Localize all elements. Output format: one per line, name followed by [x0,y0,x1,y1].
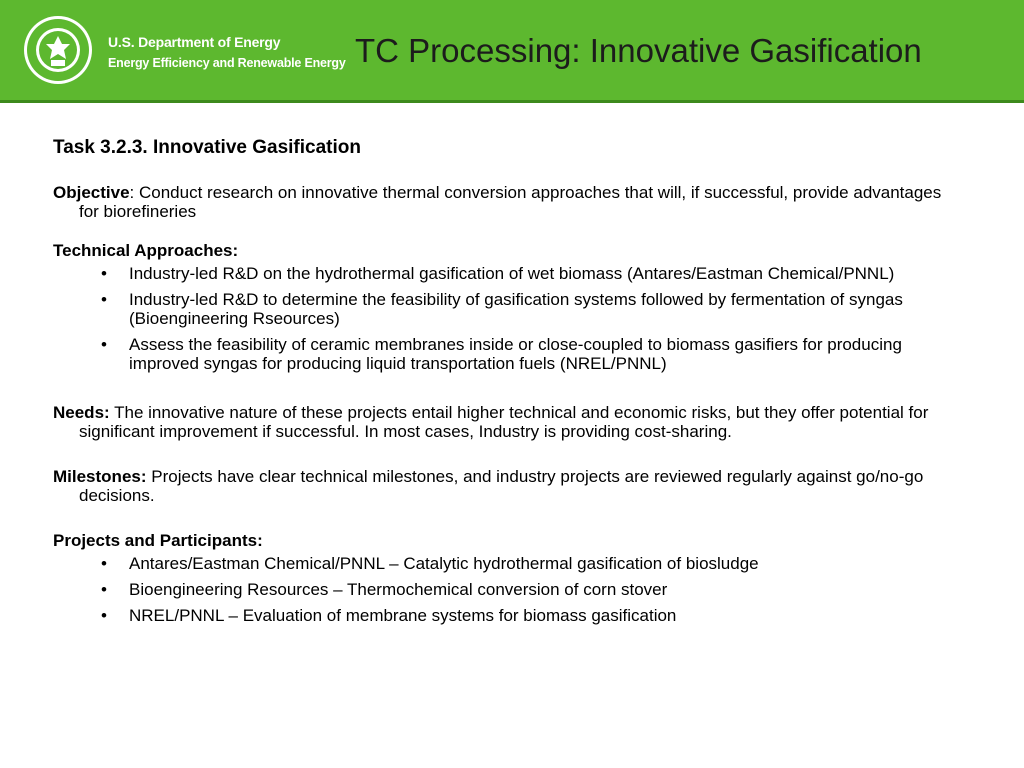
projects-section [53,531,953,625]
list-item: • Industry-led R&D on the hydrothermal gasification of wet biomass (Antares/Eastman Chemical/PNNL) [101,264,953,283]
milestones-text: Projects have clear technical milestones, and industry projects are reviewed regularly against go/no-go decisions. [79,467,924,505]
needs-paragraph [53,403,953,441]
technical-approaches-list [53,264,953,373]
doe-seal-icon [22,14,94,86]
slide-content [53,138,953,645]
org-name: U.S. Department of Energy [108,34,281,50]
task-heading: Task 3.2.3. Innovative Gasification [53,137,361,158]
header-divider [0,100,1024,103]
objective-label: Objective [53,183,130,202]
slide-title: TC Processing: Innovative Gasification [355,32,922,69]
needs-text: The innovative nature of these projects entail higher technical and economic risks, but they offer potential for significant improvement if successful. In most cases, Industry is providing cost-sharing. [79,403,929,441]
objective-paragraph [53,183,953,221]
office-name: Energy Efficiency and Renewable Energy [108,56,346,70]
milestones-label: Milestones: [53,467,147,486]
technical-approaches-label: Technical Approaches: [53,241,239,260]
projects-list [53,554,953,625]
list-item: • Bioengineering Resources – Thermochemical conversion of corn stover [101,580,953,599]
milestones-paragraph [53,467,953,505]
list-item: • NREL/PNNL – Evaluation of membrane systems for biomass gasification [101,606,953,625]
list-item: • Industry-led R&D to determine the feasibility of gasification systems followed by fermentation of syngas (Bioengineering Rseources) [101,290,953,328]
technical-approaches-section [53,241,953,373]
projects-label: Projects and Participants: [53,531,263,550]
objective-text: : Conduct research on innovative thermal conversion approaches that will, if successful, provide advantages for biorefineries [79,183,942,221]
list-item: • Antares/Eastman Chemical/PNNL – Catalytic hydrothermal gasification of biosludge [101,554,953,573]
header-banner [0,0,1024,100]
list-item: • Assess the feasibility of ceramic membranes inside or close-coupled to biomass gasifiers for producing improved syngas for producing liquid transportation fuels (NREL/PNNL) [101,335,953,373]
needs-label: Needs: [53,403,110,422]
